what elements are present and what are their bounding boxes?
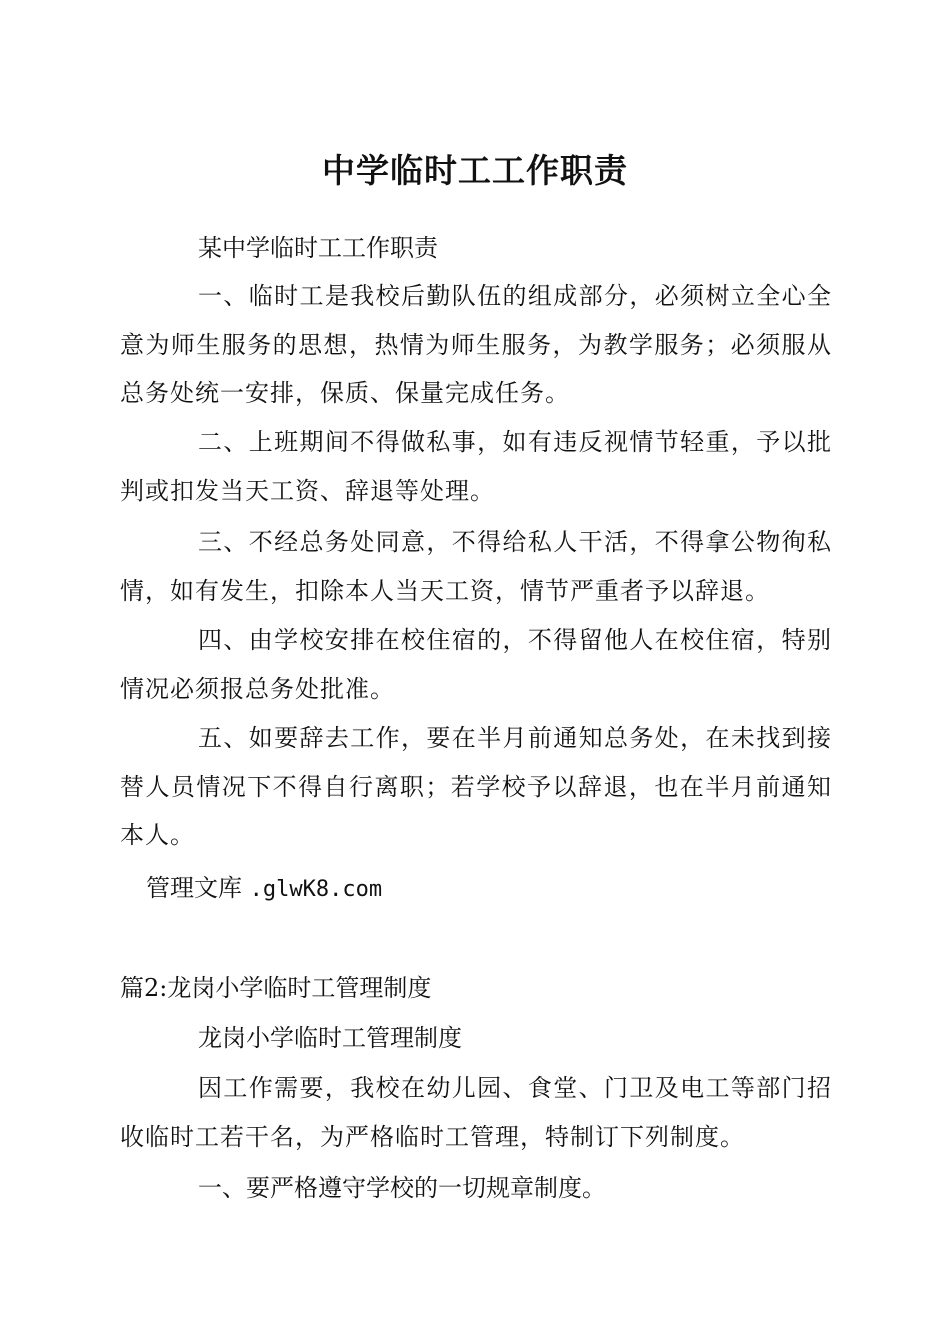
source-line — [146, 864, 382, 914]
document-title: 中学临时工工作职责 — [322, 151, 628, 190]
section1-paragraph-2: 二、上班期间不得做私事，如有违反视情节轻重，予以批判或扣发当天工资、辞退等处理。 — [120, 428, 832, 505]
source-label: 管理文库 — [146, 874, 242, 902]
source-url: .glwK8.com — [249, 877, 383, 902]
section2-paragraph-1: 因工作需要，我校在幼儿园、食堂、门卫及电工等部门招收临时工若干名，为严格临时工管理，特制订下列制度。 — [120, 1074, 832, 1151]
section1-subtitle: 某中学临时工工作职责 — [198, 234, 438, 262]
section1-paragraph-4: 四、由学校安排在校住宿的，不得留他人在校住宿，特别情况必须报总务处批准。 — [120, 626, 832, 703]
section1-paragraph-1: 一、临时工是我校后勤队伍的组成部分，必须树立全心全意为师生服务的思想，热情为师生服务，为教学服务；必须服从总务处统一安排，保质、保量完成任务。 — [120, 282, 832, 407]
section1-paragraph-3: 三、不经总务处同意，不得给私人干活，不得拿公物徇私情，如有发生，扣除本人当天工资，情节严重者予以辞退。 — [120, 528, 832, 605]
section2-heading: 篇2:龙岗小学临时工管理制度 — [120, 974, 432, 1002]
section2-subtitle: 龙岗小学临时工管理制度 — [198, 1024, 462, 1052]
section2-paragraph-2: 一、要严格遵守学校的一切规章制度。 — [198, 1174, 606, 1202]
section1-paragraph-5: 五、如要辞去工作，要在半月前通知总务处，在未找到接替人员情况下不得自行离职；若学校予以辞退，也在半月前通知本人。 — [120, 724, 832, 849]
